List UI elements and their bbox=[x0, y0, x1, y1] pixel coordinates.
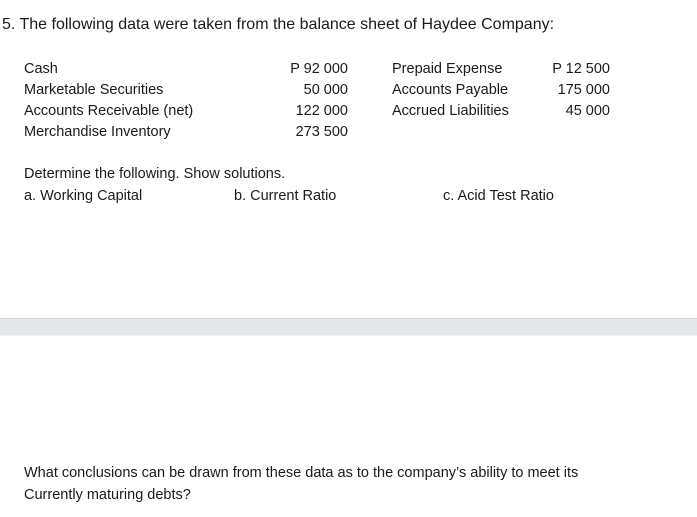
instruction-text: Determine the following. Show solutions. bbox=[24, 166, 286, 182]
conclusion-line-1: What conclusions can be drawn from these data as to the company’s ability to meet its bbox=[24, 465, 579, 481]
task-acid-test-ratio: c. Acid Test Ratio bbox=[443, 188, 554, 204]
conclusion-line-2: Currently maturing debts? bbox=[24, 487, 191, 503]
cash-value: P 92 000 bbox=[290, 61, 348, 77]
accrued-liabilities-label: Accrued Liabilities bbox=[392, 103, 509, 119]
merchandise-inventory-label: Merchandise Inventory bbox=[24, 124, 171, 140]
conclusion-question bbox=[24, 462, 684, 506]
accounts-receivable-label: Accounts Receivable (net) bbox=[24, 103, 194, 119]
marketable-securities-label: Marketable Securities bbox=[24, 82, 164, 98]
merchandise-inventory-value: 273 500 bbox=[295, 124, 348, 140]
task-working-capital: a. Working Capital bbox=[24, 188, 143, 204]
task-current-ratio: b. Current Ratio bbox=[234, 188, 337, 204]
accounts-receivable-value: 122 000 bbox=[295, 103, 348, 119]
accounts-payable-label: Accounts Payable bbox=[392, 82, 509, 98]
accounts-payable-value: 175 000 bbox=[557, 82, 610, 98]
prepaid-expense-value: P 12 500 bbox=[552, 61, 610, 77]
accrued-liabilities-value: 45 000 bbox=[565, 103, 610, 119]
page-divider bbox=[0, 318, 697, 336]
marketable-securities-value: 50 000 bbox=[303, 82, 348, 98]
problem-title: 5. The following data were taken from the balance sheet of Haydee Company: bbox=[2, 16, 555, 33]
cash-label: Cash bbox=[24, 61, 58, 77]
prepaid-expense-label: Prepaid Expense bbox=[392, 61, 503, 77]
